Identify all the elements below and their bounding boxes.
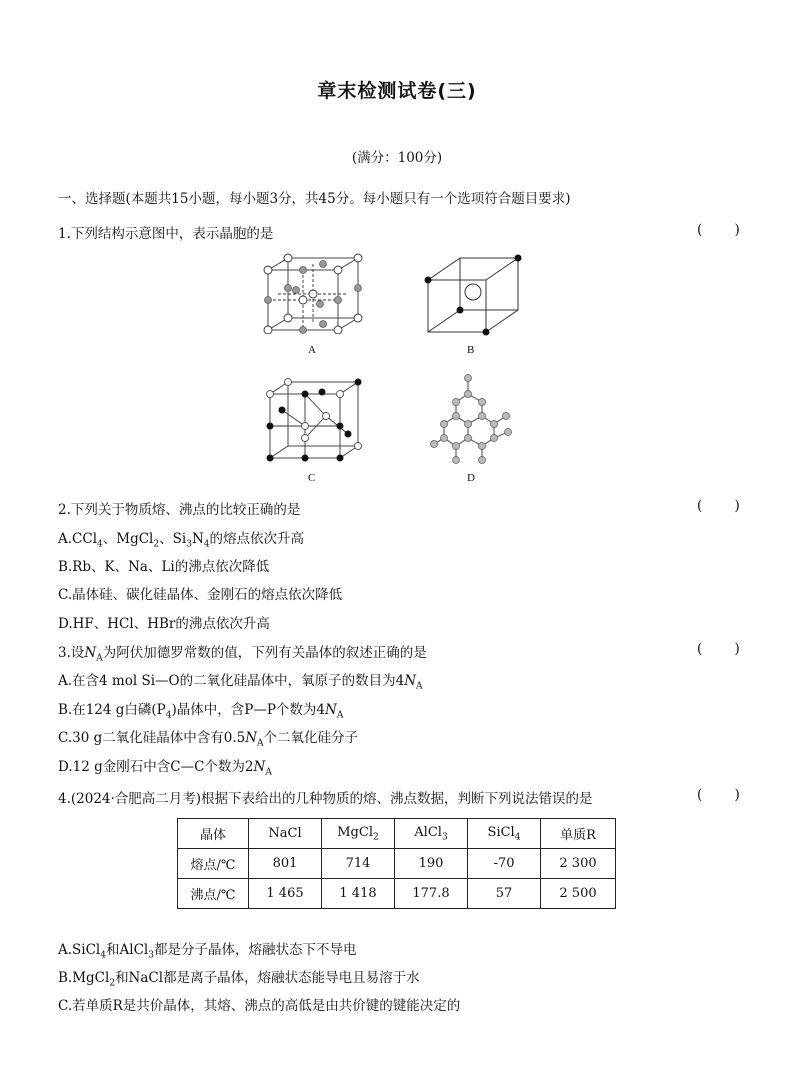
table-header-row xyxy=(178,819,616,849)
figure-b-cube xyxy=(420,252,524,336)
table-cell: 沸点/℃ xyxy=(178,879,249,909)
full-score: (满分：100分) xyxy=(351,150,443,166)
header-cell: AlCl$_3$ xyxy=(395,819,468,849)
q2-option-c: C.晶体硅、碳化硅晶体、金刚石的熔点依次降低 xyxy=(58,587,343,603)
q3-option-a: A.在含4 mol Si—O的二氧化硅晶体中，氧原子的数目为$4N_A$ xyxy=(58,673,423,692)
page-title: 章末检测试卷(三) xyxy=(317,80,477,102)
table-cell: 57 xyxy=(468,879,541,909)
table-cell: 190 xyxy=(395,849,468,879)
q4-option-c: C.若单质R是共价晶体，其熔、沸点的高低是由共价键的键能决定的 xyxy=(58,998,461,1014)
q2-stem: 2.下列关于物质熔、沸点的比较正确的是 xyxy=(58,502,301,518)
q3-answer-paren: ( ) xyxy=(697,641,754,657)
figure-c-label: C xyxy=(308,472,316,484)
table-cell: 801 xyxy=(249,849,322,879)
q2-option-b: B.Rb、K、Na、Li的沸点依次降低 xyxy=(58,559,270,575)
q4-stem: 4.(2024·合肥高二月考)根据下表给出的几种物质的熔、沸点数据，判断下列说法错误的是 xyxy=(58,791,593,807)
q3-option-b: B.在124 g白磷$(P_4)$晶体中，含P—P个数为$4N_A$ xyxy=(58,702,344,721)
q1-answer-paren: ( ) xyxy=(697,222,754,238)
table-cell: 1 418 xyxy=(322,879,395,909)
figure-c-lattice xyxy=(262,378,366,464)
table-cell: 714 xyxy=(322,849,395,879)
table-cell: 熔点/℃ xyxy=(178,849,249,879)
figure-d-network xyxy=(428,372,524,468)
q2-option-d: D.HF、HCl、HBr的沸点依次升高 xyxy=(58,616,270,632)
q3-option-c: C.30 g二氧化硅晶体中含有$0.5N_A$个二氧化硅分子 xyxy=(58,730,359,749)
figure-a-label: A xyxy=(308,344,316,356)
q4-option-b: B.MgCl$_2$和NaCl都是离子晶体，熔融状态能导电且易溶于水 xyxy=(58,970,420,989)
header-cell: 单质R xyxy=(541,819,616,849)
table-cell: 2 300 xyxy=(541,849,616,879)
table-cell: -70 xyxy=(468,849,541,879)
header-cell: 晶体 xyxy=(178,819,249,849)
table-cell: 177.8 xyxy=(395,879,468,909)
q1-stem: 1.下列结构示意图中，表示晶胞的是 xyxy=(58,226,274,242)
q4-answer-paren: ( ) xyxy=(697,787,754,803)
header-cell: SiCl$_4$ xyxy=(468,819,541,849)
q2-option-a: A.CCl$_4$、MgCl$_2$、$Si_3N_4$的熔点依次升高 xyxy=(58,531,304,550)
table-row xyxy=(178,879,616,909)
section-heading: 一、选择题(本题共15小题，每小题3分，共45分。每小题只有一个选项符合题目要求) xyxy=(58,191,571,207)
table-cell: 1 465 xyxy=(249,879,322,909)
melting-boiling-table xyxy=(177,818,616,909)
figure-b-label: B xyxy=(467,344,475,356)
q2-answer-paren: ( ) xyxy=(697,498,754,514)
q3-option-d: D.12 g金刚石中含C—C个数为$2N_A$ xyxy=(58,759,272,778)
q4-option-a: A.SiCl$_4$和AlCl$_3$都是分子晶体，熔融状态下不导电 xyxy=(58,942,357,961)
header-cell: NaCl xyxy=(249,819,322,849)
table-row xyxy=(178,849,616,879)
figure-d-label: D xyxy=(467,472,475,484)
q3-stem: 3.设$N_A$为阿伏加德罗常数的值，下列有关晶体的叙述正确的是 xyxy=(58,645,427,664)
figure-a-lattice xyxy=(258,252,368,334)
table-cell: 2 500 xyxy=(541,879,616,909)
header-cell: MgCl$_2$ xyxy=(322,819,395,849)
